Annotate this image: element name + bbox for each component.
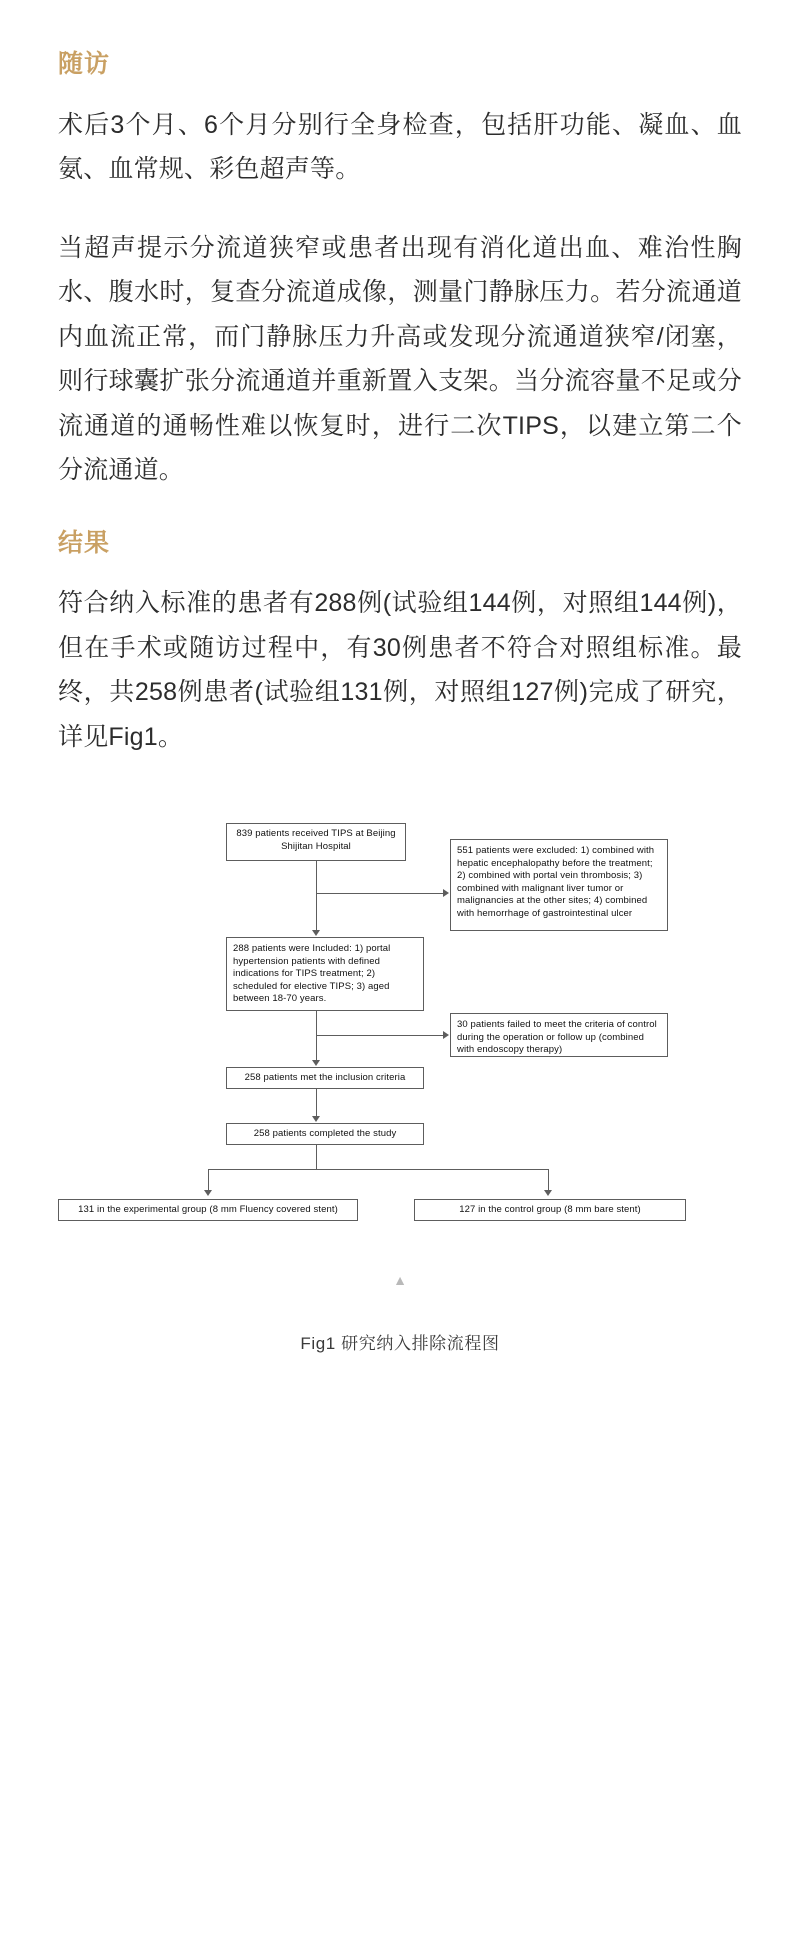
flow-arrow-to-excluded [443, 889, 449, 897]
flow-connector-received-included [316, 861, 317, 931]
flowchart-canvas [58, 817, 742, 1237]
flow-connector-to-excluded [316, 893, 444, 894]
flow-connector-to-failed [316, 1035, 444, 1036]
flow-arrow-experimental [204, 1190, 212, 1196]
flow-node-excluded: 551 patients were excluded: 1) combined with hepatic encephalopathy before the treatment; 2) combined with portal vein thrombosis; 3) combined with malignant liver tumor or malignancies at the other sites; 4) combined with hemorrhage of gastrointestinal ulcer [450, 839, 668, 931]
flow-connector-split-left [208, 1169, 209, 1191]
flow-connector-met-completed [316, 1089, 317, 1117]
flow-arrow-received-included [312, 930, 320, 936]
section-heading-followup: 随访 [58, 50, 111, 78]
scroll-cue-icon: ▲ [393, 1272, 407, 1288]
paragraph-followup-1: 术后3个月、6个月分别行全身检查，包括肝功能、凝血、血氨、血常规、彩色超声等。 [58, 110, 742, 183]
flow-node-control-group: 127 in the control group (8 mm bare stent) [414, 1199, 686, 1221]
flow-node-completed: 258 patients completed the study [226, 1123, 424, 1145]
flow-node-received: 839 patients received TIPS at Beijing Shijitan Hospital [226, 823, 406, 861]
flow-arrow-to-failed [443, 1031, 449, 1039]
flow-node-failed-control: 30 patients failed to meet the criteria of control during the operation or follow up (combined with endoscopy therapy) [450, 1013, 668, 1057]
flow-connector-split-bar [208, 1169, 548, 1170]
figure-caption: Fig1 研究纳入排除流程图 [300, 1334, 500, 1353]
figure-flowchart [58, 817, 742, 1354]
flow-connector-included-met [316, 1011, 317, 1061]
flow-node-experimental-group: 131 in the experimental group (8 mm Fluency covered stent) [58, 1199, 358, 1221]
flow-node-included: 288 patients were Included: 1) portal hypertension patients with defined indications for TIPS treatment; 2) scheduled for elective TIPS; 3) aged between 18-70 years. [226, 937, 424, 1011]
flow-node-met-criteria: 258 patients met the inclusion criteria [226, 1067, 424, 1089]
paragraph-results-1: 符合纳入标准的患者有288例(试验组144例，对照组144例)，但在手术或随访过程中，有30例患者不符合对照组标准。最终，共258例患者(试验组131例，对照组127例)完成了研究，详见Fig1。 [58, 589, 742, 751]
paragraph-followup-2: 当超声提示分流道狭窄或患者出现有消化道出血、难治性胸水、腹水时，复查分流道成像，测量门静脉压力。若分流通道内血流正常，而门静脉压力升高或发现分流通道狭窄/闭塞，则行球囊扩张分流通道并重新置入支架。当分流容量不足或分流通道的通畅性难以恢复时，进行二次TIPS，以建立第二个分流通道。 [58, 233, 742, 484]
flow-arrow-met-completed [312, 1116, 320, 1122]
flow-arrow-included-met [312, 1060, 320, 1066]
section-heading-results: 结果 [58, 528, 111, 557]
flow-connector-split-right [548, 1169, 549, 1191]
flow-connector-completed-split [316, 1145, 317, 1169]
flow-arrow-control [544, 1190, 552, 1196]
